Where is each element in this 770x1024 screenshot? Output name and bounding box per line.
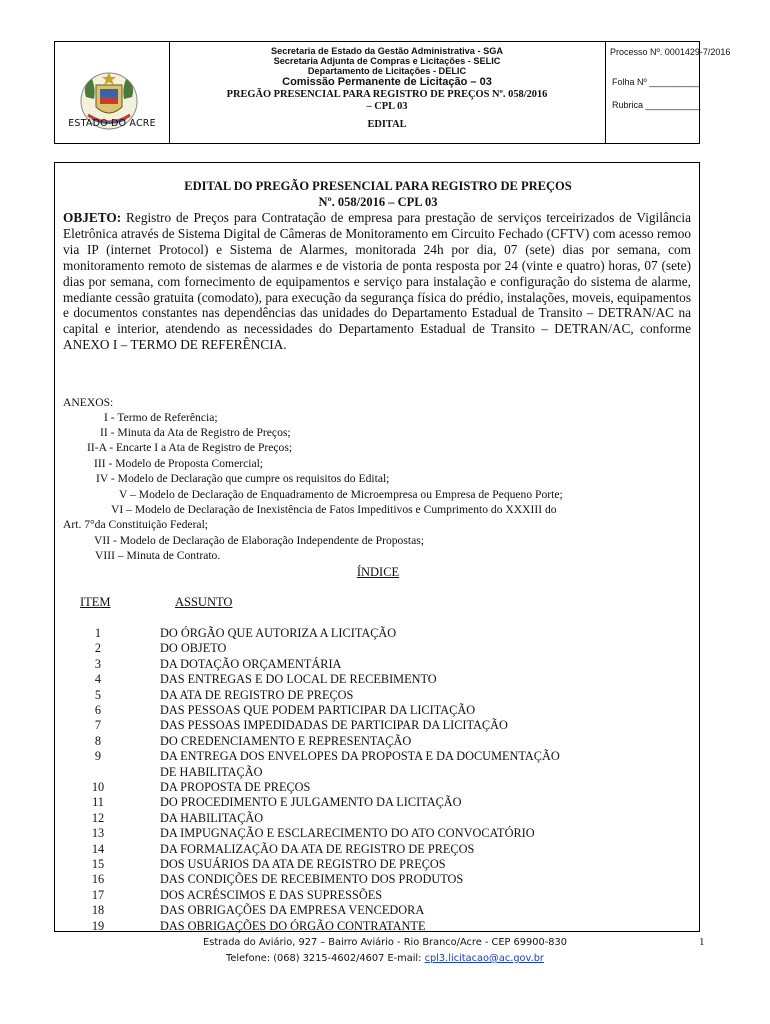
index-item-number: 18: [91, 903, 105, 918]
index-item-number: 6: [94, 703, 102, 717]
index-item-subject: DO OBJETO: [160, 641, 227, 656]
index-item-number: 10: [91, 780, 105, 794]
header-line-pregao: PREGÃO PRESENCIAL PARA REGISTRO DE PREÇOS Nº. 058/2016: [226, 89, 548, 100]
index-item-number: 15: [91, 857, 105, 871]
process-number: Processo Nº. 0001429-7/2016: [610, 47, 731, 57]
index-item-number: 3: [94, 656, 102, 671]
index-item-number: 5: [94, 687, 102, 702]
column-header-assunto: ASSUNTO: [175, 595, 233, 609]
indice-title: ÍNDICE: [356, 565, 400, 579]
objeto-paragraph: [63, 210, 691, 353]
index-item-number: 8: [94, 733, 102, 748]
index-item-subject: DO PROCEDIMENTO E JULGAMENTO DA LICITAÇÃO: [160, 795, 462, 810]
index-item-subject: DAS OBRIGAÇÕES DA EMPRESA VENCEDORA: [160, 903, 425, 918]
edital-body: [54, 162, 700, 932]
anexo-item: IV - Modelo de Declaração que cumpre os requisitos do Edital;: [96, 472, 390, 485]
anexo-item: I - Termo de Referência;: [104, 411, 218, 424]
header-process-cell: [606, 42, 731, 143]
folha-field: Folha Nº __________: [612, 77, 700, 87]
index-item-subject: DOS USUÁRIOS DA ATA DE REGISTRO DE PREÇOS: [160, 857, 446, 871]
state-label: ESTADO DO ACRE: [68, 118, 156, 129]
index-item-subject: DAS PESSOAS QUE PODEM PARTICIPAR DA LICITAÇÃO: [160, 703, 476, 717]
rubrica-field: Rubrica ___________: [612, 100, 701, 110]
index-item-number: 1: [94, 626, 102, 640]
index-item-subject: DA DOTAÇÃO ORÇAMENTÁRIA: [160, 656, 342, 671]
anexo-item: VII - Modelo de Declaração de Elaboração Independente de Propostas;: [94, 534, 424, 547]
header-line-selic: Secretaria Adjunta de Compras e Licitações - SELIC: [273, 56, 501, 66]
index-item-subject: DOS ACRÉSCIMOS E DAS SUPRESSÕES: [160, 887, 383, 902]
index-item-subject: DAS CONDIÇÕES DE RECEBIMENTO DOS PRODUTOS: [160, 872, 464, 887]
anexo-item: II - Minuta da Ata de Registro de Preços;: [100, 426, 291, 439]
index-item-number: 16: [91, 872, 105, 887]
column-header-item: ITEM: [80, 595, 111, 609]
header-line-sga: Secretaria de Estado da Gestão Administrativa - SGA: [271, 46, 503, 56]
header-title-cell: [169, 42, 606, 143]
footer-phone: Telefone: (068) 3215-4602/4607 E-mail:: [226, 953, 425, 964]
index-item-number: 9: [94, 749, 102, 764]
page-number: 1: [699, 936, 705, 948]
anexo-item: VIII – Minuta de Contrato.: [95, 549, 221, 562]
footer-contact: [0, 953, 770, 964]
document-header: [54, 41, 731, 144]
index-item-number: 2: [94, 641, 102, 656]
header-line-cpl: – CPL 03: [366, 101, 408, 112]
index-item-number: 17: [91, 887, 105, 902]
index-item-subject: DO ÓRGÃO QUE AUTORIZA A LICITAÇÃO: [160, 626, 397, 640]
index-item-number: 14: [91, 841, 105, 856]
anexo-item: V – Modelo de Declaração de Enquadramento de Microempresa ou Empresa de Pequeno Porte;: [119, 488, 563, 501]
index-item-subject: DA HABILITAÇÃO: [160, 810, 264, 825]
page-title: EDITAL DO PREGÃO PRESENCIAL PARA REGISTRO DE PREÇOS: [184, 179, 572, 193]
index-item-subject: DO CREDENCIAMENTO E REPRESENTAÇÃO: [160, 733, 412, 748]
anexo-item: Art. 7°da Constituição Federal;: [63, 518, 209, 531]
anexo-item: VI – Modelo de Declaração de Inexistência de Fatos Impeditivos e Cumprimento do XXXIII do: [111, 503, 557, 516]
index-item-number: 19: [91, 918, 105, 933]
page-subtitle: Nº. 058/2016 – CPL 03: [318, 195, 438, 209]
header-line-commission: Comissão Permanente de Licitação – 03: [282, 76, 492, 88]
index-item-number: 12: [91, 810, 105, 825]
index-item-subject: DA ENTREGA DOS ENVELOPES DA PROPOSTA E DA DOCUMENTAÇÃO: [160, 749, 560, 764]
objeto-label: OBJETO:: [63, 210, 122, 225]
anexo-item: II-A - Encarte I a Ata de Registro de Preços;: [87, 441, 293, 454]
footer-address: Estrada do Aviário, 927 – Bairro Aviário - Rio Branco/Acre - CEP 69900-830: [203, 937, 567, 948]
index-item-subject: DA FORMALIZAÇÃO DA ATA DE REGISTRO DE PREÇOS: [160, 841, 475, 856]
anexos-heading: ANEXOS:: [63, 396, 114, 409]
index-item-subject: DAS ENTREGAS E DO LOCAL DE RECEBIMENTO: [160, 672, 437, 687]
index-item-subject: DA ATA DE REGISTRO DE PREÇOS: [160, 687, 354, 702]
header-line-edital: EDITAL: [367, 119, 407, 130]
header-logo-cell: [55, 42, 170, 143]
index-item-number: 4: [94, 672, 102, 687]
objeto-text: Registro de Preços para Contratação de empresa para prestação de serviços terceirizados de Vigilância Eletrônica através de Sistema Digital de Câmeras de Monitoramento em Circuito Fechado (CFTV) com acesso remoo via IP (internet Protocol) e Sistema de Alarmes, monitorada 24h por dia, 07 (sete) dias por semana, com monitoramento remoto de sistemas de alarmes e de vistoria de ponta resposta por 24 (vinte e quatro) horas, 07 (sete) dias por semana, com fornecimento de equipamentos e serviço para instalação e configuração do sistema de alarme, mediante cessão gratuita (comodato), para execução da segurança física do prédio, instalações, moveis, equipamentos e documentos constantes nas dependências das unidades do Departamento Estadual de Transito – DETRAN/AC na capital e interior, atendendo as necessidades do Departamento Estadual de Transito – DETRAN/AC, conforme ANEXO I – TERMO DE REFERÊNCIA.: [63, 210, 691, 353]
footer-email-link[interactable]: cpl3.licitacao@ac.gov.br: [424, 953, 544, 964]
index-item-subject: DA IMPUGNAÇÃO E ESCLARECIMENTO DO ATO CONVOCATÓRIO: [160, 826, 535, 841]
index-item-subject: DAS OBRIGAÇÕES DO ÓRGÃO CONTRATANTE: [160, 918, 426, 933]
index-item-number: 7: [94, 718, 102, 733]
index-item-number: 11: [92, 795, 104, 810]
header-line-delic: Departamento de Licitações - DELIC: [307, 66, 467, 76]
index-item-subject: DAS PESSOAS IMPEDIDADAS DE PARTICIPAR DA LICITAÇÃO: [160, 718, 508, 733]
anexo-item: III - Modelo de Proposta Comercial;: [94, 457, 264, 470]
index-item-number: 13: [91, 826, 105, 841]
index-item-subject: DE HABILITAÇÃO: [160, 764, 263, 779]
index-item-subject: DA PROPOSTA DE PREÇOS: [160, 780, 311, 794]
